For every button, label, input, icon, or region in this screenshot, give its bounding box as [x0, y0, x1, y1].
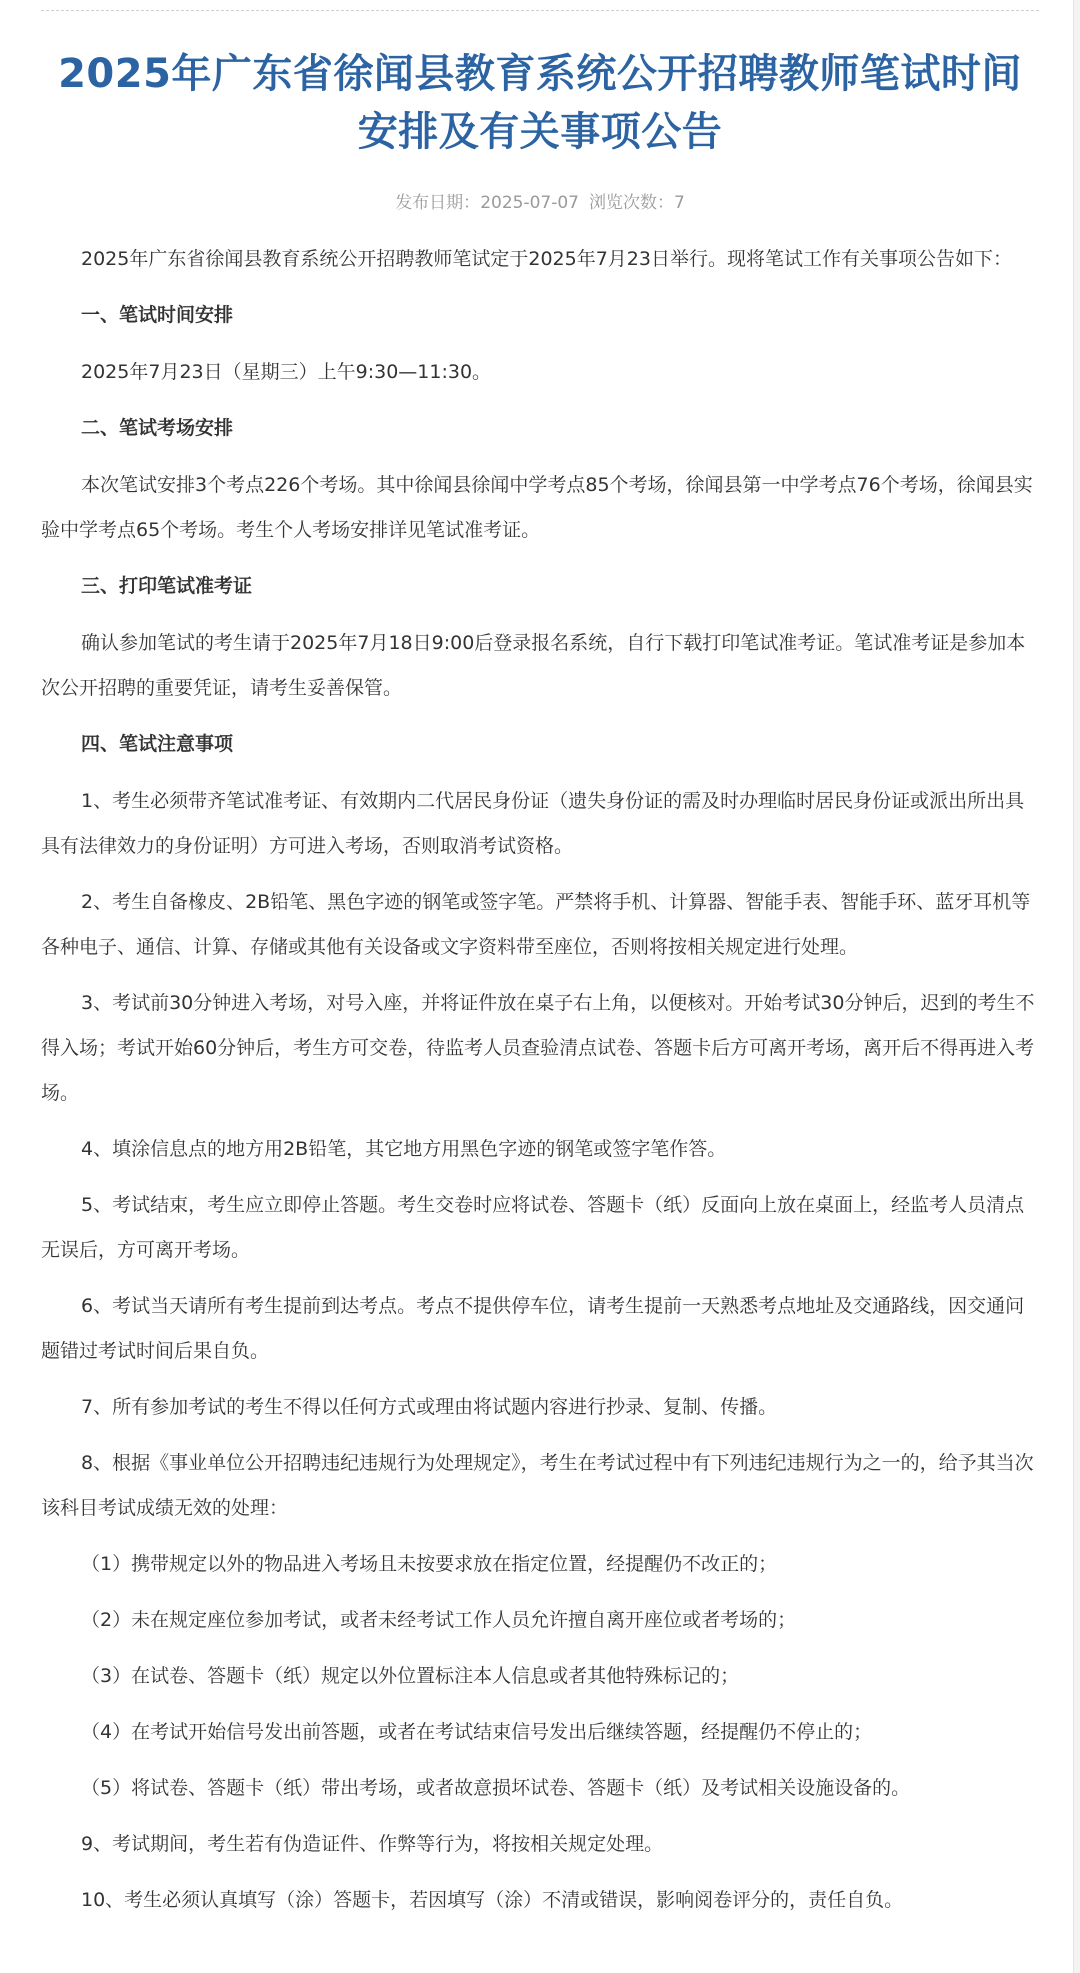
exam-time-paragraph: 2025年7月23日（星期三）上午9:30—11:30。: [81, 361, 492, 383]
article-meta: [41, 191, 1039, 215]
article: [41, 0, 1039, 1934]
top-divider: [41, 10, 1039, 11]
notice-item-2: 2、考生自备橡皮、2B铅笔、黑色字迹的钢笔或签字笔。严禁将手机、计算器、智能手表、智能手环、蓝牙耳机等各种电子、通信、计算、存储或其他有关设备或文字资料带至座位，否则将按相关规定进行处理。: [41, 891, 1031, 958]
page-scrollbar-track[interactable]: [1073, 0, 1080, 1973]
notice-item-5: 5、考试结束，考生应立即停止答题。考生交卷时应将试卷、答题卡（纸）反面向上放在桌面上，经监考人员清点无误后，方可离开考场。: [41, 1194, 1025, 1261]
section-heading-exam-rooms: 二、笔试考场安排: [81, 417, 234, 439]
article-title: 2025年广东省徐闻县教育系统公开招聘教师笔试时间安排及有关事项公告: [58, 51, 1022, 155]
notice-item-7: 7、所有参加考试的考生不得以任何方式或理由将试题内容进行抄录、复制、传播。: [81, 1396, 778, 1418]
violation-item-1: （1）携带规定以外的物品进入考场且未按要求放在指定位置，经提醒仍不改正的；: [81, 1553, 778, 1575]
violation-item-2: （2）未在规定座位参加考试，或者未经考试工作人员允许擅自离开座位或者考场的；: [81, 1609, 797, 1631]
notice-item-3: 3、考试前30分钟进入考场，对号入座，并将证件放在桌子右上角，以便核对。开始考试30分钟后，迟到的考生不得入场；考试开始60分钟后，考生方可交卷，待监考人员查验清点试卷、答题卡后方可离开考场，离开后不得再进入考场。: [41, 992, 1035, 1104]
section-heading-admission-ticket: 三、打印笔试准考证: [81, 575, 253, 597]
notice-item-1: 1、考生必须带齐笔试准考证、有效期内二代居民身份证（遗失身份证的需及时办理临时居民身份证或派出所出具具有法律效力的身份证明）方可进入考场，否则取消考试资格。: [41, 790, 1025, 857]
violation-item-3: （3）在试卷、答题卡（纸）规定以外位置标注本人信息或者其他特殊标记的；: [81, 1665, 740, 1687]
notice-item-9: 9、考试期间，考生若有伪造证件、作弊等行为，将按相关规定处理。: [81, 1833, 664, 1855]
intro-paragraph: 2025年广东省徐闻县教育系统公开招聘教师笔试定于2025年7月23日举行。现将笔试工作有关事项公告如下：: [81, 248, 1012, 270]
notice-item-4: 4、填涂信息点的地方用2B铅笔，其它地方用黑色字迹的钢笔或签字笔作答。: [81, 1138, 727, 1160]
notice-item-6: 6、考试当天请所有考生提前到达考点。考点不提供停车位，请考生提前一天熟悉考点地址及交通路线，因交通问题错过考试时间后果自负。: [41, 1295, 1025, 1362]
notice-item-10: 10、考生必须认真填写（涂）答题卡，若因填写（涂）不清或错误，影响阅卷评分的，责任自负。: [81, 1889, 904, 1911]
section-heading-exam-time: 一、笔试时间安排: [81, 304, 234, 326]
exam-rooms-paragraph: 本次笔试安排3个考点226个考场。其中徐闻县徐闻中学考点85个考场，徐闻县第一中学考点76个考场，徐闻县实验中学考点65个考场。考生个人考场安排详见笔试准考证。: [41, 474, 1033, 541]
violation-item-4: （4）在考试开始信号发出前答题，或者在考试结束信号发出后继续答题，经提醒仍不停止的；: [81, 1721, 873, 1743]
publish-date: 2025-07-07: [480, 193, 579, 213]
violation-item-5: （5）将试卷、答题卡（纸）带出考场，或者故意损坏试卷、答题卡（纸）及考试相关设施设备的。: [81, 1777, 911, 1799]
article-body: [41, 237, 1039, 1923]
publish-date-label: 发布日期：: [395, 193, 481, 213]
notice-item-8: 8、根据《事业单位公开招聘违纪违规行为处理规定》，考生在考试过程中有下列违纪违规行为之一的，给予其当次该科目考试成绩无效的处理：: [41, 1452, 1034, 1519]
section-heading-exam-notes: 四、笔试注意事项: [81, 733, 234, 755]
view-count: 7: [673, 193, 685, 213]
admission-ticket-paragraph: 确认参加笔试的考生请于2025年7月18日9:00后登录报名系统，自行下载打印笔试准考证。笔试准考证是参加本次公开招聘的重要凭证，请考生妥善保管。: [41, 632, 1026, 699]
view-count-label: 浏览次数：: [588, 193, 674, 213]
